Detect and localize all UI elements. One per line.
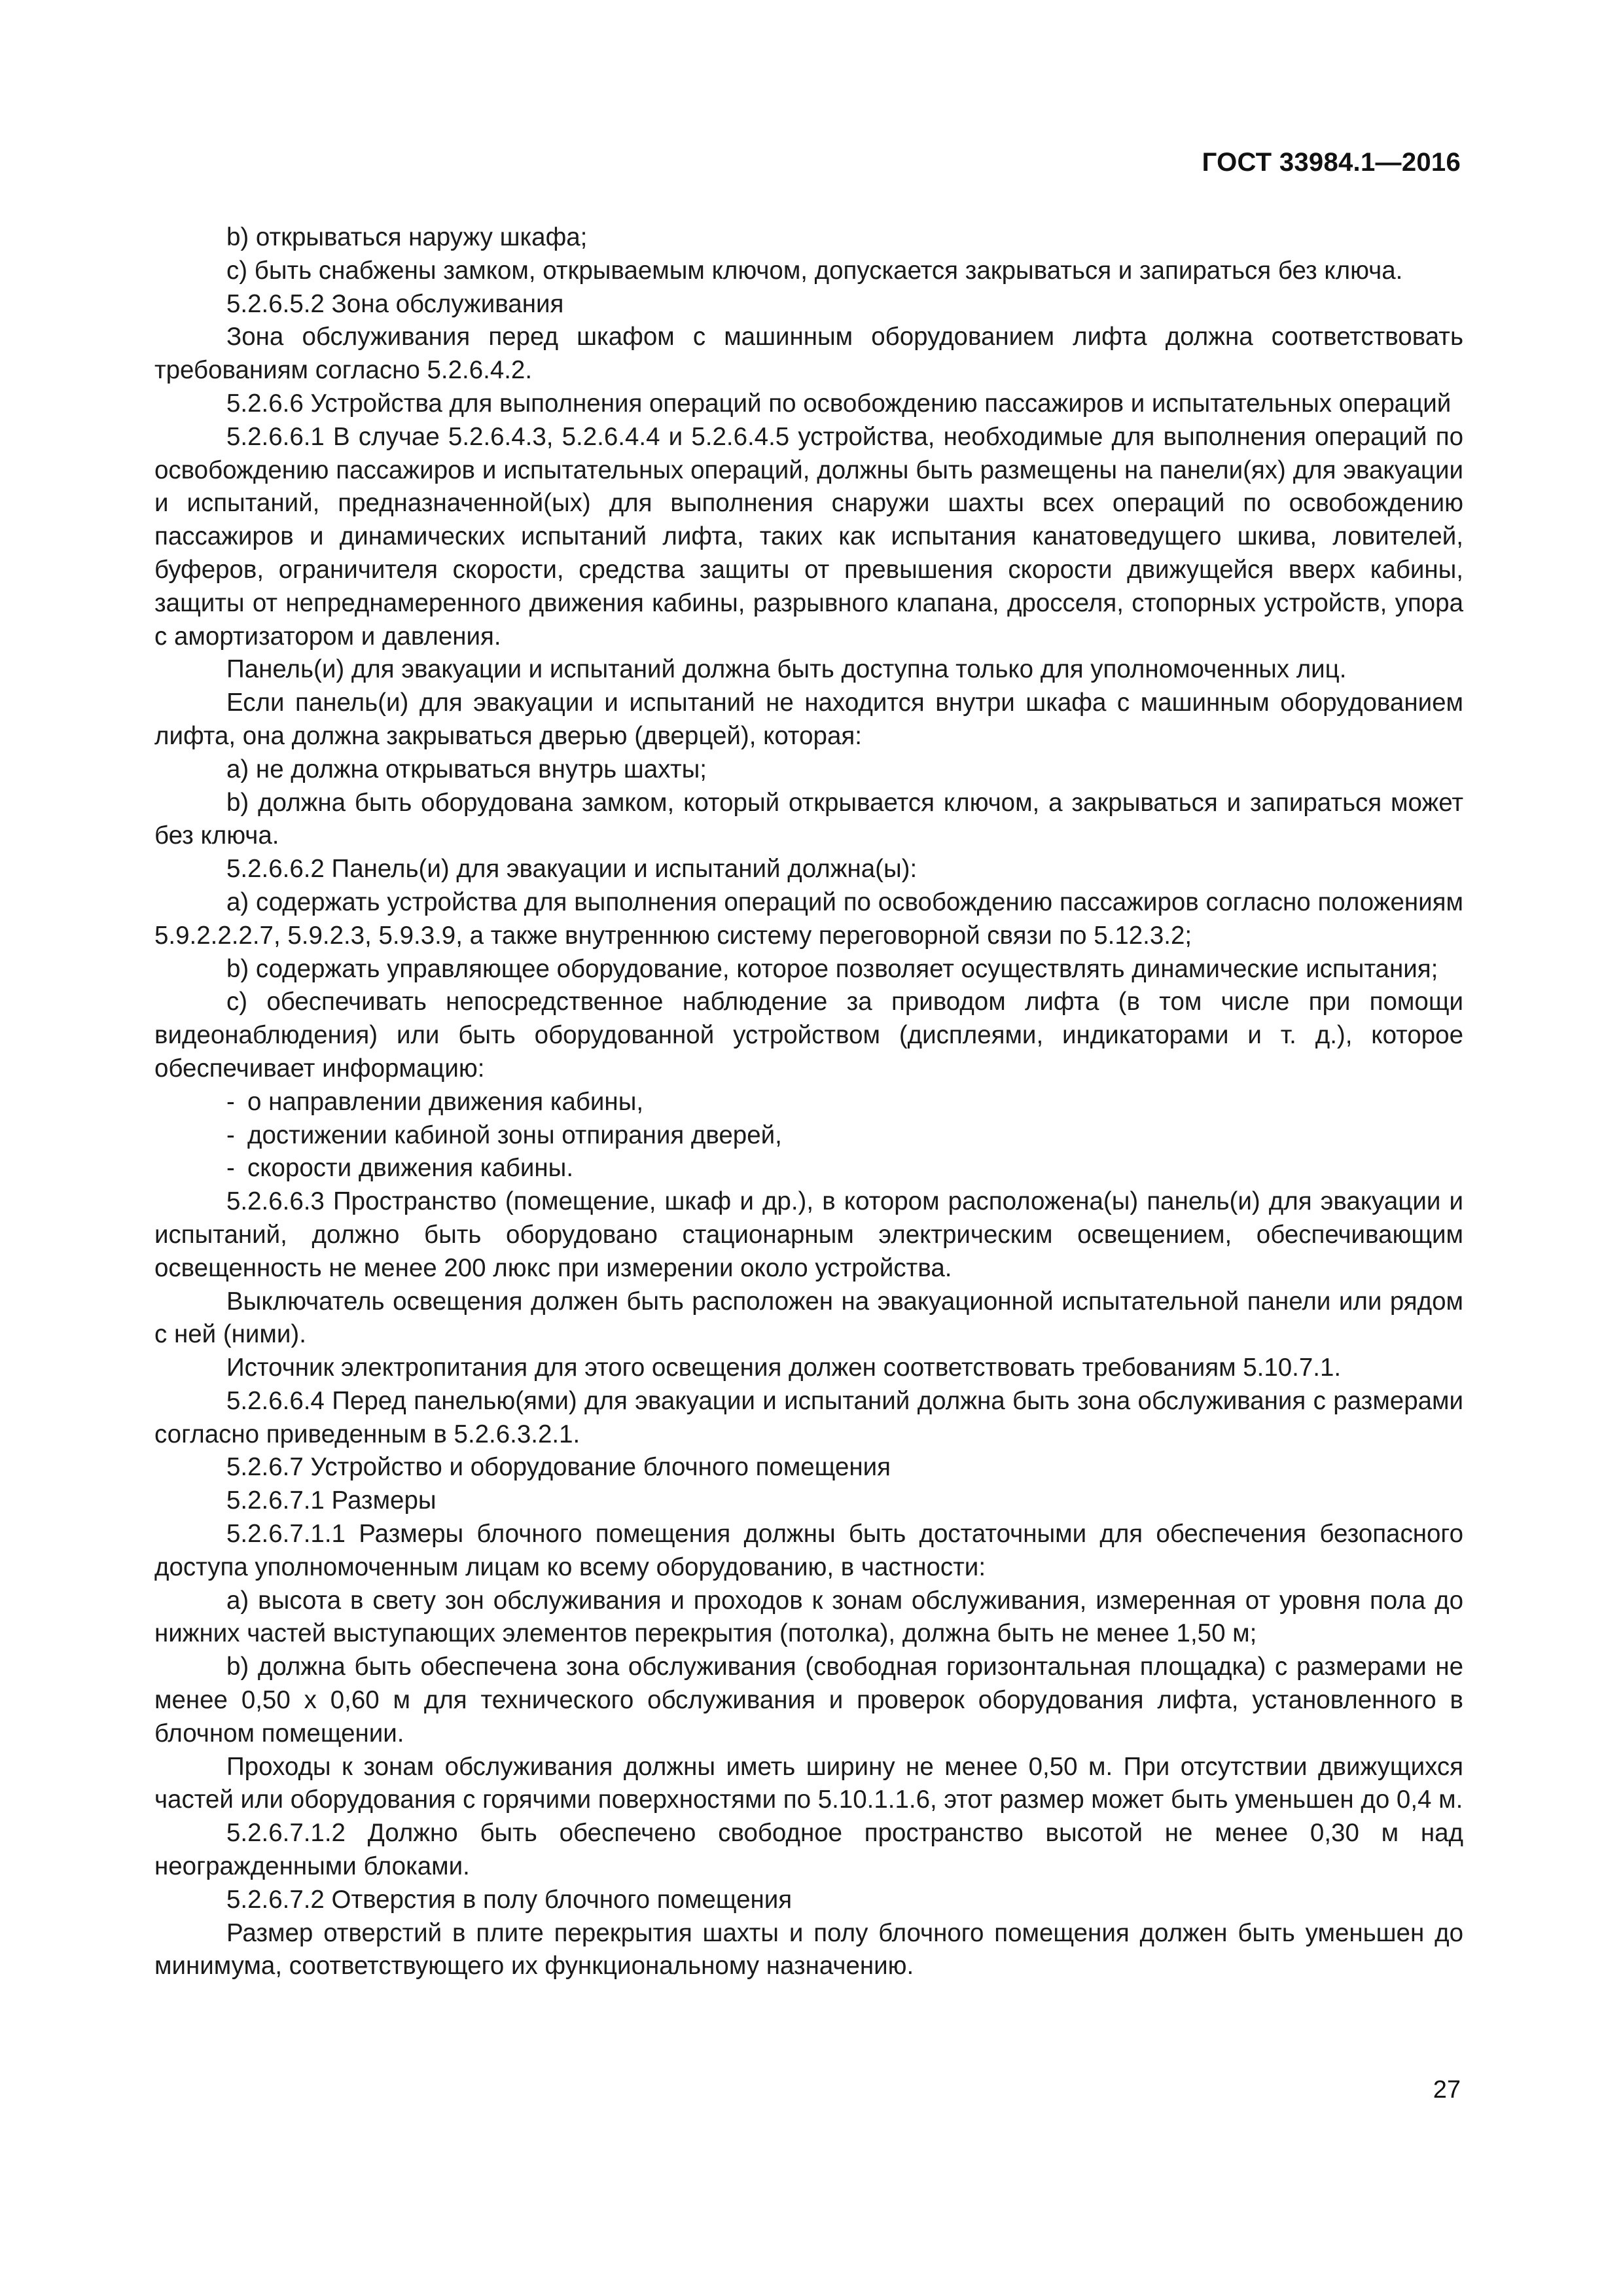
section-heading: 5.2.6.5.2 Зона обслуживания — [226, 289, 564, 318]
dash-list-item-text: скорости движения кабины. — [247, 1154, 574, 1183]
paragraph: b) открываться наружу шкафа; — [226, 223, 588, 251]
paragraph: a) не должна открываться внутрь шахты; — [226, 755, 707, 783]
paragraph: c) быть снабжены замком, открываемым ключом, допускается закрываться и запираться без ключа. — [226, 256, 1403, 285]
paragraph: a) содержать устройства для выполнения операций по освобождению пассажиров согласно положениям 5.9.2.2.2.7, 5.9.2.3, 5.9.3.9, а также внутреннюю систему переговорной связи по 5.12.3.2; — [154, 888, 1463, 950]
paragraph: b) должна быть обеспечена зона обслуживания (свободная горизонтальная площадка) с размерами не менее 0,50 х 0,60 м для технического обслуживания и проверок оборудования лифта, установленного в блочном помещении. — [154, 1653, 1463, 1748]
paragraph: Зона обслуживания перед шкафом с машинным оборудованием лифта должна соответствовать требованиям согласно 5.2.6.4.2. — [154, 323, 1463, 385]
paragraph: 5.2.6.7.1.2 Должно быть обеспечено свободное пространство высотой не менее 0,30 м над неогражденными блоками. — [154, 1819, 1463, 1881]
dash-list-item — [154, 1119, 1463, 1153]
paragraph: 5.2.6.6.1 В случае 5.2.6.4.3, 5.2.6.4.4 и 5.2.6.4.5 устройства, необходимые для выполнения операций по освобождению пассажиров и испытательных операций, должны быть размещены на панели(ях) для эвакуации и испытаний, предназначенной(ых) для выполнения снаружи шахты всех операций по освобождению пассажиров и динамических испытаний лифта, таких как испытания канатоведущего шкива, ловителей, буферов, ограничителя скорости, средства защиты от превышения скорости движущейся вверх кабины, защиты от непреднамеренного движения кабины, разрывного клапана, дросселя, стопорных устройств, упора с амортизатором и давления. — [154, 422, 1463, 651]
dash-bullet: - — [226, 1154, 235, 1183]
paragraph: b) должна быть оборудована замком, который открывается ключом, а закрываться и запираться может без ключа. — [154, 788, 1463, 850]
paragraph: Панель(и) для эвакуации и испытаний должна быть доступна только для уполномоченных лиц. — [226, 655, 1347, 684]
dash-bullet: - — [226, 1121, 235, 1149]
document-body — [154, 221, 1463, 1983]
document-header-standard: ГОСТ 33984.1—2016 — [1202, 148, 1461, 177]
paragraph: Выключатель освещения должен быть расположен на эвакуационной испытательной панели или рядом с ней (ними). — [154, 1287, 1463, 1349]
dash-bullet: - — [226, 1087, 235, 1116]
section-heading: 5.2.6.7.1 Размеры — [226, 1486, 437, 1515]
paragraph: Размер отверстий в плите перекрытия шахты и полу блочного помещения должен быть уменьшен до минимума, соответствующего их функциональному назначению. — [154, 1918, 1463, 1981]
dash-list-item — [154, 1086, 1463, 1119]
paragraph: 5.2.6.6.4 Перед панелью(ями) для эвакуации и испытаний должна быть зона обслуживания с размерами согласно приведенным в 5.2.6.3.2.1. — [154, 1386, 1463, 1448]
page-number: 27 — [1433, 2076, 1461, 2104]
dash-list-item-text: о направлении движения кабины, — [247, 1087, 644, 1116]
dash-list-item — [154, 1152, 1463, 1185]
paragraph: a) высота в свету зон обслуживания и проходов к зонам обслуживания, измеренная от уровня пола до нижних частей выступающих элементов перекрытия (потолка), должна быть не менее 1,50 м; — [154, 1586, 1463, 1648]
paragraph: 5.2.6.6.3 Пространство (помещение, шкаф и др.), в котором расположена(ы) панель(и) для эвакуации и испытаний, должно быть оборудовано стационарным электрическим освещением, обеспечивающим освещенность не менее 200 люкс при измерении около устройства. — [154, 1187, 1463, 1282]
paragraph: b) содержать управляющее оборудование, которое позволяет осуществлять динамические испытания; — [226, 954, 1438, 983]
dash-list-item-text: достижении кабиной зоны отпирания дверей, — [247, 1121, 782, 1149]
paragraph: 5.2.6.6.2 Панель(и) для эвакуации и испытаний должна(ы): — [226, 855, 918, 884]
paragraph: 5.2.6.7.1.1 Размеры блочного помещения должны быть достаточными для обеспечения безопасного доступа уполномоченным лицам ко всему оборудованию, в частности: — [154, 1520, 1463, 1581]
section-heading: 5.2.6.6 Устройства для выполнения операций по освобождению пассажиров и испытательных операций — [226, 389, 1452, 418]
paragraph: c) обеспечивать непосредственное наблюдение за приводом лифта (в том числе при помощи видеонаблюдения) или быть оборудованной устройством (дисплеями, индикаторами и т. д.), которое обеспечивает информацию: — [154, 988, 1463, 1083]
section-heading: 5.2.6.7.2 Отверстия в полу блочного помещения — [226, 1885, 793, 1914]
section-heading: 5.2.6.7 Устройство и оборудование блочного помещения — [226, 1453, 891, 1482]
paragraph: Проходы к зонам обслуживания должны иметь ширину не менее 0,50 м. При отсутствии движущихся частей или оборудования с горячими поверхностями по 5.10.1.1.6, этот размер может быть уменьшен до 0,4 м. — [154, 1752, 1463, 1814]
paragraph: Источник электропитания для этого освещения должен соответствовать требованиям 5.10.7.1. — [226, 1354, 1342, 1382]
paragraph: Если панель(и) для эвакуации и испытаний не находится внутри шкафа с машинным оборудованием лифта, она должна закрываться дверью (дверцей), которая: — [154, 689, 1463, 750]
